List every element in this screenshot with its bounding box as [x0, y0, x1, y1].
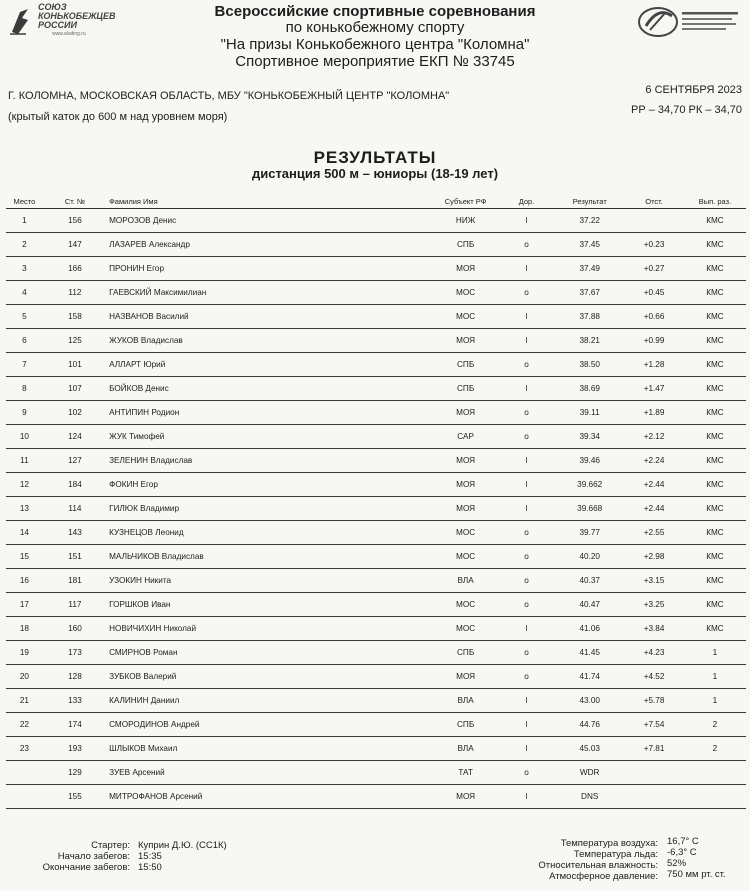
table-row — [6, 545, 746, 569]
cell-name: КУЗНЕЦОВ Леонид — [107, 521, 433, 545]
cell-lane: o — [498, 233, 555, 257]
table-row — [6, 425, 746, 449]
cell-number: 107 — [43, 377, 107, 401]
cell-name: ЗЕЛЕНИН Владислав — [107, 449, 433, 473]
cell-region: МОС — [433, 593, 497, 617]
table-row — [6, 401, 746, 425]
table-row — [6, 689, 746, 713]
cell-result: 41.06 — [555, 617, 624, 641]
logo-text-line: СОЮЗ — [38, 2, 67, 12]
results-body — [6, 209, 746, 809]
cell-rank: КМС — [684, 233, 746, 257]
cell-rank: КМС — [684, 401, 746, 425]
logo-text-line: РОССИИ — [38, 20, 77, 30]
cell-lane: o — [498, 761, 555, 785]
cell-number: 102 — [43, 401, 107, 425]
table-row — [6, 449, 746, 473]
cell-result: DNS — [555, 785, 624, 809]
table-row — [6, 785, 746, 809]
cell-number: 127 — [43, 449, 107, 473]
cell-name: ЛАЗАРЕВ Александр — [107, 233, 433, 257]
cell-result: 39.46 — [555, 449, 624, 473]
starter-value: Куприн Д.Ю. (СС1К) — [138, 840, 227, 851]
cell-result: 39.77 — [555, 521, 624, 545]
cell-number: 114 — [43, 497, 107, 521]
cell-region: ВЛА — [433, 689, 497, 713]
cell-rank: 1 — [684, 689, 746, 713]
cell-rank: КМС — [684, 329, 746, 353]
cell-rank: 2 — [684, 713, 746, 737]
cell-number: 181 — [43, 569, 107, 593]
logo-url: www.skating.ru — [52, 31, 86, 37]
cell-result: 39.662 — [555, 473, 624, 497]
cell-number: 193 — [43, 737, 107, 761]
cell-deviation: +4.52 — [624, 665, 684, 689]
cell-name: ЗУБКОВ Валерий — [107, 665, 433, 689]
cell-result: 39.668 — [555, 497, 624, 521]
cell-rank: КМС — [684, 617, 746, 641]
cell-deviation: +1.28 — [624, 353, 684, 377]
cell-rank: 1 — [684, 641, 746, 665]
cell-deviation: +2.12 — [624, 425, 684, 449]
cell-place: 14 — [6, 521, 43, 545]
cell-region: МОЯ — [433, 329, 497, 353]
officials-values — [138, 840, 227, 873]
cell-place: 3 — [6, 257, 43, 281]
table-row — [6, 233, 746, 257]
humidity-label: Относительная влажность: — [538, 860, 658, 871]
cell-lane: I — [498, 305, 555, 329]
cell-region: ТАТ — [433, 761, 497, 785]
cell-deviation: +2.55 — [624, 521, 684, 545]
cell-result: 37.49 — [555, 257, 624, 281]
cell-number: 158 — [43, 305, 107, 329]
table-row — [6, 377, 746, 401]
cell-result: 38.50 — [555, 353, 624, 377]
cell-name: СМИРНОВ Роман — [107, 641, 433, 665]
weather-labels — [538, 838, 658, 882]
start-time-value: 15:35 — [138, 851, 162, 862]
cell-region: МОЯ — [433, 401, 497, 425]
cell-lane: o — [498, 545, 555, 569]
cell-name: МОРОЗОВ Денис — [107, 209, 433, 233]
cell-region: МОС — [433, 305, 497, 329]
cell-deviation: +7.81 — [624, 737, 684, 761]
cell-rank — [684, 761, 746, 785]
cell-number: 184 — [43, 473, 107, 497]
results-table — [6, 194, 746, 809]
cell-number: 173 — [43, 641, 107, 665]
cell-rank: КМС — [684, 353, 746, 377]
table-row — [6, 209, 746, 233]
cell-name: МИТРОФАНОВ Арсений — [107, 785, 433, 809]
cell-number: 156 — [43, 209, 107, 233]
cell-place: 7 — [6, 353, 43, 377]
cell-place: 8 — [6, 377, 43, 401]
cell-rank — [684, 785, 746, 809]
cell-rank: КМС — [684, 281, 746, 305]
cell-deviation: +3.25 — [624, 593, 684, 617]
cell-number: 117 — [43, 593, 107, 617]
table-row — [6, 473, 746, 497]
table-row — [6, 353, 746, 377]
cell-name: АНТИПИН Родион — [107, 401, 433, 425]
cell-region: МОЯ — [433, 473, 497, 497]
cell-rank: КМС — [684, 209, 746, 233]
cell-lane: I — [498, 257, 555, 281]
cell-name: ГАЕВСКИЙ Максимилиан — [107, 281, 433, 305]
results-subtitle: дистанция 500 м – юниоры (18-19 лет) — [251, 166, 499, 181]
cell-result: 38.69 — [555, 377, 624, 401]
cell-result: WDR — [555, 761, 624, 785]
cell-result: 43.00 — [555, 689, 624, 713]
table-header-row — [6, 194, 746, 209]
cell-lane: o — [498, 569, 555, 593]
col-number-header: Ст. № — [43, 194, 107, 209]
cell-result: 37.67 — [555, 281, 624, 305]
table-row — [6, 761, 746, 785]
cell-number: 112 — [43, 281, 107, 305]
cell-lane: o — [498, 665, 555, 689]
event-title: Всероссийские спортивные соревнования — [214, 3, 536, 20]
cell-number: 166 — [43, 257, 107, 281]
cell-place: 2 — [6, 233, 43, 257]
cell-rank: КМС — [684, 545, 746, 569]
cell-region: ВЛА — [433, 569, 497, 593]
col-lane-header: Дор. — [498, 194, 555, 209]
cell-region: МОЯ — [433, 785, 497, 809]
cell-lane: o — [498, 425, 555, 449]
cell-region: МОС — [433, 545, 497, 569]
cell-rank: КМС — [684, 521, 746, 545]
table-row — [6, 593, 746, 617]
cell-place: 9 — [6, 401, 43, 425]
cell-place: 15 — [6, 545, 43, 569]
cell-region: МОЯ — [433, 497, 497, 521]
cell-rank: 1 — [684, 665, 746, 689]
table-row — [6, 713, 746, 737]
cell-name: УЗОКИН Никита — [107, 569, 433, 593]
cell-deviation: +0.45 — [624, 281, 684, 305]
col-region-header: Субъект РФ — [433, 194, 497, 209]
cell-number: 101 — [43, 353, 107, 377]
cell-deviation: +2.98 — [624, 545, 684, 569]
weather-values — [667, 836, 726, 880]
table-row — [6, 329, 746, 353]
table-row — [6, 737, 746, 761]
cell-deviation: +1.47 — [624, 377, 684, 401]
cell-region: САР — [433, 425, 497, 449]
cell-place: 19 — [6, 641, 43, 665]
cell-result: 41.74 — [555, 665, 624, 689]
event-date: 6 СЕНТЯБРЯ 2023 — [645, 84, 742, 96]
starter-label: Стартер: — [91, 840, 130, 851]
venue-location: Г. КОЛОМНА, МОСКОВСКАЯ ОБЛАСТЬ, МБУ "КОНЬКОБЕЖНЫЙ ЦЕНТР "КОЛОМНА" — [8, 90, 450, 102]
cell-name: ГОРШКОВ Иван — [107, 593, 433, 617]
cell-deviation: +2.44 — [624, 497, 684, 521]
cell-name: СМОРОДИНОВ Андрей — [107, 713, 433, 737]
table-row — [6, 305, 746, 329]
cell-rank: КМС — [684, 377, 746, 401]
cell-place: 16 — [6, 569, 43, 593]
cell-name: ЖУКОВ Владислав — [107, 329, 433, 353]
cell-number: 124 — [43, 425, 107, 449]
cell-region: СПБ — [433, 713, 497, 737]
table-row — [6, 257, 746, 281]
cell-rank: КМС — [684, 497, 746, 521]
cell-name: ФОКИН Егор — [107, 473, 433, 497]
cell-place: 6 — [6, 329, 43, 353]
cell-lane: I — [498, 617, 555, 641]
event-ekp-number: Спортивное мероприятие ЕКП № 33745 — [235, 53, 515, 70]
cell-name: НОВИЧИХИН Николай — [107, 617, 433, 641]
cell-name: МАЛЬЧИКОВ Владислав — [107, 545, 433, 569]
ice-temp-label: Температура льда: — [573, 849, 658, 860]
cell-place — [6, 761, 43, 785]
cell-lane: o — [498, 353, 555, 377]
cell-result: 38.21 — [555, 329, 624, 353]
cell-result: 39.11 — [555, 401, 624, 425]
cell-name: ПРОНИН Егор — [107, 257, 433, 281]
cell-lane: o — [498, 521, 555, 545]
start-time-label: Начало забегов: — [57, 851, 130, 862]
cell-deviation: +4.23 — [624, 641, 684, 665]
cell-name: ЗУЕВ Арсений — [107, 761, 433, 785]
cell-result: 37.88 — [555, 305, 624, 329]
cell-region: СПБ — [433, 641, 497, 665]
rink-description: (крытый каток до 600 м над уровнем моря) — [8, 111, 228, 123]
cell-lane: I — [498, 209, 555, 233]
cell-deviation: +0.23 — [624, 233, 684, 257]
cell-name: НАЗВАНОВ Василий — [107, 305, 433, 329]
cell-name: АЛЛАРТ Юрий — [107, 353, 433, 377]
cell-number: 133 — [43, 689, 107, 713]
cell-deviation — [624, 761, 684, 785]
cell-rank: КМС — [684, 569, 746, 593]
cell-place — [6, 785, 43, 809]
cell-result: 44.76 — [555, 713, 624, 737]
cell-place: 10 — [6, 425, 43, 449]
cell-lane: I — [498, 497, 555, 521]
cell-place: 23 — [6, 737, 43, 761]
table-row — [6, 497, 746, 521]
cell-region: МОЯ — [433, 257, 497, 281]
cell-lane: I — [498, 473, 555, 497]
cell-deviation: +2.24 — [624, 449, 684, 473]
cell-name: ШЛЫКОВ Михаил — [107, 737, 433, 761]
cell-place: 11 — [6, 449, 43, 473]
cell-number: 151 — [43, 545, 107, 569]
cell-name: ЖУК Тимофей — [107, 425, 433, 449]
cell-number: 129 — [43, 761, 107, 785]
cell-number: 125 — [43, 329, 107, 353]
cell-place: 18 — [6, 617, 43, 641]
table-row — [6, 521, 746, 545]
logo-text-line: КОНЬКОБЕЖЦЕВ — [38, 11, 116, 21]
cell-place: 5 — [6, 305, 43, 329]
cell-rank: 2 — [684, 737, 746, 761]
cell-number: 128 — [43, 665, 107, 689]
cell-place: 4 — [6, 281, 43, 305]
air-temp-label: Температура воздуха: — [560, 838, 658, 849]
cell-number: 155 — [43, 785, 107, 809]
cell-place: 22 — [6, 713, 43, 737]
cell-result: 40.20 — [555, 545, 624, 569]
cell-lane: I — [498, 377, 555, 401]
table-row — [6, 569, 746, 593]
cell-number: 147 — [43, 233, 107, 257]
cell-rank: КМС — [684, 593, 746, 617]
cell-deviation: +1.89 — [624, 401, 684, 425]
cell-lane: o — [498, 593, 555, 617]
cell-number: 174 — [43, 713, 107, 737]
cell-region: МОЯ — [433, 449, 497, 473]
event-prize-name: "На призы Конькобежного центра "Коломна" — [220, 36, 530, 53]
cell-rank: КМС — [684, 305, 746, 329]
end-time-value: 15:50 — [138, 862, 162, 873]
cell-place: 20 — [6, 665, 43, 689]
cell-deviation — [624, 785, 684, 809]
cell-name: КАЛИНИН Даниил — [107, 689, 433, 713]
cell-region: ВЛА — [433, 737, 497, 761]
pressure-label: Атмосферное давление: — [549, 871, 658, 882]
cell-rank: КМС — [684, 449, 746, 473]
cell-result: 37.22 — [555, 209, 624, 233]
cell-lane: I — [498, 785, 555, 809]
cell-result: 40.37 — [555, 569, 624, 593]
cell-deviation: +3.15 — [624, 569, 684, 593]
officials-labels — [43, 840, 130, 873]
pressure-value: 750 мм рт. ст. — [667, 869, 726, 880]
table-row — [6, 665, 746, 689]
cell-rank: КМС — [684, 257, 746, 281]
cell-place: 17 — [6, 593, 43, 617]
cell-rank: КМС — [684, 425, 746, 449]
cell-deviation: +3.84 — [624, 617, 684, 641]
cell-number: 143 — [43, 521, 107, 545]
cell-place: 21 — [6, 689, 43, 713]
cell-place: 13 — [6, 497, 43, 521]
cell-lane: I — [498, 329, 555, 353]
cell-lane: o — [498, 281, 555, 305]
cell-result: 45.03 — [555, 737, 624, 761]
cell-rank: КМС — [684, 473, 746, 497]
cell-lane: I — [498, 689, 555, 713]
cell-lane: I — [498, 713, 555, 737]
cell-place: 12 — [6, 473, 43, 497]
cell-lane: o — [498, 641, 555, 665]
cell-region: МОС — [433, 281, 497, 305]
cell-deviation: +2.44 — [624, 473, 684, 497]
cell-number: 160 — [43, 617, 107, 641]
records-info: РР – 34,70 РК – 34,70 — [631, 104, 742, 116]
cell-region: МОС — [433, 617, 497, 641]
cell-name: БОЙКОВ Денис — [107, 377, 433, 401]
col-name-header: Фамилия Имя — [107, 194, 433, 209]
cell-result: 40.47 — [555, 593, 624, 617]
col-deviation-header: Отст. — [624, 194, 684, 209]
cell-region: МОС — [433, 521, 497, 545]
cell-region: МОЯ — [433, 665, 497, 689]
cell-deviation: +0.99 — [624, 329, 684, 353]
cell-deviation: +5.78 — [624, 689, 684, 713]
cell-result: 37.45 — [555, 233, 624, 257]
cell-deviation: +0.66 — [624, 305, 684, 329]
cell-lane: I — [498, 737, 555, 761]
ice-temp-value: -6,3° С — [667, 847, 697, 858]
table-row — [6, 617, 746, 641]
col-result-header: Результат — [555, 194, 624, 209]
air-temp-value: 16,7° С — [667, 836, 699, 847]
cell-result: 39.34 — [555, 425, 624, 449]
col-rank-header: Вып. раз. — [684, 194, 746, 209]
cell-region: СПБ — [433, 233, 497, 257]
cell-result: 41.45 — [555, 641, 624, 665]
table-row — [6, 281, 746, 305]
cell-region: СПБ — [433, 353, 497, 377]
event-sport: по конькобежному спорту — [285, 19, 465, 36]
table-row — [6, 641, 746, 665]
cell-region: НИЖ — [433, 209, 497, 233]
cell-deviation: +7.54 — [624, 713, 684, 737]
cell-region: СПБ — [433, 377, 497, 401]
cell-place: 1 — [6, 209, 43, 233]
cell-lane: I — [498, 449, 555, 473]
cell-lane: o — [498, 401, 555, 425]
end-time-label: Окончание забегов: — [42, 862, 130, 873]
results-title: РЕЗУЛЬТАТЫ — [313, 148, 437, 167]
col-place-header: Место — [6, 194, 43, 209]
cell-deviation: +0.27 — [624, 257, 684, 281]
cell-name: ГИЛЮК Владимир — [107, 497, 433, 521]
humidity-value: 52% — [667, 858, 687, 869]
cell-deviation — [624, 209, 684, 233]
